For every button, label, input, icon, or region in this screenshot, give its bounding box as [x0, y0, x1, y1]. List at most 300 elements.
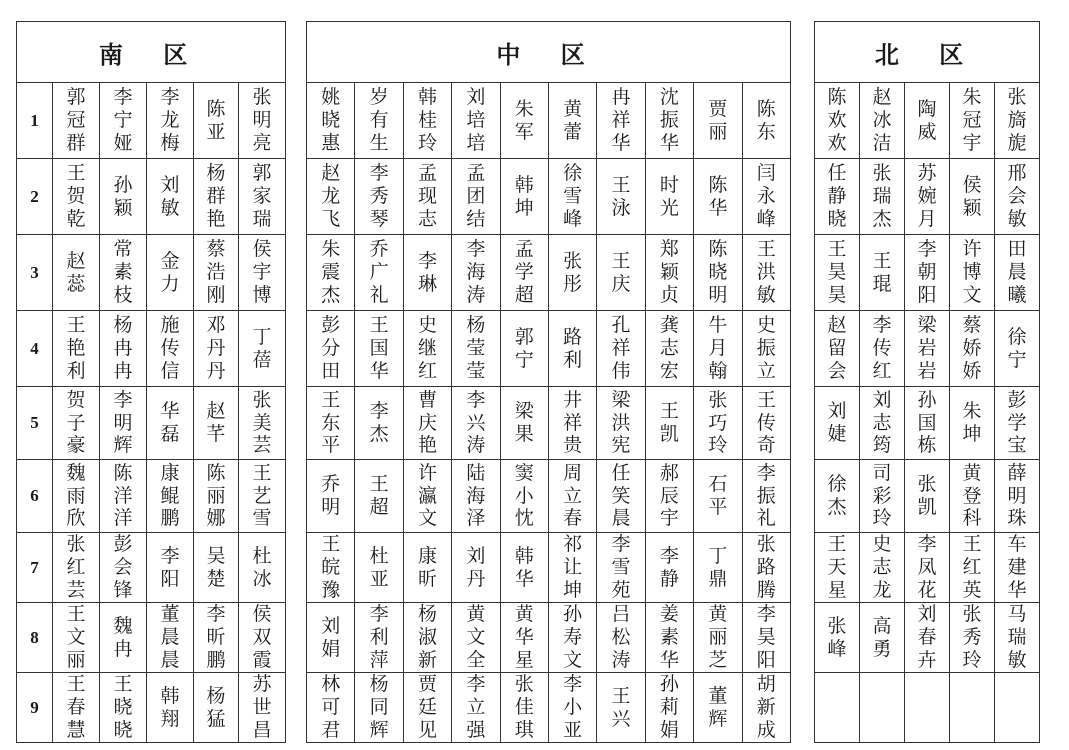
seat-cell — [403, 311, 451, 387]
seat-cell — [403, 159, 451, 235]
seat-row — [307, 311, 791, 387]
seat-cell — [53, 83, 100, 159]
seat-cell — [100, 235, 147, 311]
seat-name: 董辉 — [708, 684, 728, 730]
seat-cell — [815, 83, 860, 159]
seat-name: 龚志宏 — [659, 314, 679, 382]
seat-name: 曹庆艳 — [417, 388, 437, 457]
seat-name: 贾丽 — [708, 97, 728, 143]
seat-name: 黄华星 — [514, 603, 534, 671]
seat-cell — [53, 387, 100, 460]
seat-name: 徐杰 — [827, 473, 847, 518]
seat-cell — [403, 83, 451, 159]
seat-cell — [100, 387, 147, 460]
seat-cell — [995, 460, 1040, 533]
seat-name: 杜亚 — [369, 544, 389, 590]
seat-cell — [597, 159, 645, 235]
seat-name: 王艳利 — [66, 314, 86, 382]
seat-cell — [742, 533, 790, 603]
seat-name: 韩坤 — [514, 173, 534, 219]
seat-row — [815, 387, 1040, 460]
seat-name: 刘志筠 — [872, 388, 892, 457]
seat-name: 李海涛 — [466, 238, 486, 306]
seat-cell — [694, 603, 742, 673]
seat-cell — [694, 673, 742, 743]
seat-name: 王凯 — [659, 400, 679, 445]
seat-name: 牛月翰 — [708, 314, 728, 382]
seat-cell — [815, 387, 860, 460]
seat-name: 王传奇 — [756, 388, 776, 457]
seat-cell — [995, 387, 1040, 460]
seat-cell — [147, 673, 194, 743]
seat-cell — [950, 460, 995, 533]
seat-cell — [597, 83, 645, 159]
seat-cell — [452, 159, 500, 235]
seat-cell — [500, 83, 548, 159]
seat-cell — [194, 311, 239, 387]
seat-name: 康昕 — [417, 544, 437, 590]
seat-name: 赵芊 — [206, 400, 226, 445]
seat-cell — [950, 673, 995, 743]
seat-name: 路利 — [563, 325, 583, 371]
seat-name: 陈亚 — [206, 97, 226, 143]
seat-name: 石平 — [708, 473, 728, 518]
seat-name: 王皖豫 — [321, 533, 341, 601]
seat-name: 井祥贵 — [563, 388, 583, 457]
seat-cell — [815, 235, 860, 311]
seat-row — [17, 387, 286, 460]
zone-middle — [306, 21, 791, 743]
seat-row — [815, 673, 1040, 743]
seat-name: 董晨晨 — [160, 603, 180, 671]
seat-cell — [694, 311, 742, 387]
seat-name: 王红英 — [962, 533, 982, 601]
seat-cell — [239, 533, 286, 603]
seat-name: 张凯 — [917, 473, 937, 518]
seat-name: 高勇 — [872, 614, 892, 660]
seat-name: 王天星 — [827, 533, 847, 601]
seat-cell — [194, 83, 239, 159]
seat-name: 王洪敏 — [756, 238, 776, 306]
seat-name: 张佳琪 — [514, 673, 534, 741]
seat-name: 李传红 — [872, 314, 892, 382]
seat-name: 梁洪宪 — [611, 388, 631, 457]
seat-row — [307, 603, 791, 673]
seat-cell — [239, 387, 286, 460]
seat-row — [307, 83, 791, 159]
seat-cell — [548, 460, 596, 533]
seat-cell — [860, 387, 905, 460]
seat-cell — [355, 673, 403, 743]
seat-name: 郝辰宇 — [659, 461, 679, 530]
seat-row — [307, 533, 791, 603]
seat-name: 李阳 — [160, 544, 180, 590]
zone-south — [16, 21, 286, 743]
seat-cell — [950, 387, 995, 460]
seat-name: 刘丹 — [466, 544, 486, 590]
seat-cell — [995, 673, 1040, 743]
seat-cell — [452, 533, 500, 603]
seat-cell — [53, 235, 100, 311]
seat-name: 邢会敏 — [1007, 162, 1027, 230]
seat-name: 孙寿文 — [563, 603, 583, 671]
seat-name: 李朝阳 — [917, 238, 937, 306]
seat-row — [307, 159, 791, 235]
seat-cell — [597, 235, 645, 311]
seat-cell — [815, 533, 860, 603]
seat-cell — [742, 83, 790, 159]
seat-name: 徐宁 — [1007, 325, 1027, 371]
seat-cell — [53, 311, 100, 387]
seat-row — [815, 159, 1040, 235]
seat-cell — [905, 159, 950, 235]
seat-name: 侯双霞 — [252, 603, 272, 671]
seat-row — [17, 673, 286, 743]
seat-name: 李秀琴 — [369, 162, 389, 230]
seat-cell — [500, 460, 548, 533]
seat-cell — [239, 311, 286, 387]
seat-cell — [860, 159, 905, 235]
seat-cell — [355, 533, 403, 603]
seat-name: 时光 — [659, 173, 679, 219]
seat-name: 李振礼 — [756, 461, 776, 530]
seat-cell — [307, 533, 355, 603]
seat-name: 周立春 — [563, 461, 583, 530]
seat-cell — [355, 83, 403, 159]
row-number: 3 — [17, 235, 53, 311]
seat-name: 康鲲鹏 — [160, 461, 180, 530]
seat-name: 王贺乾 — [66, 162, 86, 230]
seat-name: 梁岩岩 — [917, 314, 937, 382]
seat-cell — [239, 603, 286, 673]
seat-cell — [860, 673, 905, 743]
seat-cell — [239, 460, 286, 533]
seat-cell — [694, 460, 742, 533]
seat-cell — [100, 460, 147, 533]
seat-name: 张美芸 — [252, 388, 272, 457]
seat-cell — [597, 533, 645, 603]
seat-cell — [403, 603, 451, 673]
seat-cell — [950, 603, 995, 673]
seat-name: 陆海泽 — [466, 461, 486, 530]
seat-name: 郭冠群 — [66, 86, 86, 154]
seat-cell — [53, 673, 100, 743]
seat-cell — [452, 460, 500, 533]
seat-cell — [860, 460, 905, 533]
seat-name: 杨群艳 — [206, 162, 226, 230]
seat-cell — [597, 673, 645, 743]
seat-name: 王晓晓 — [113, 673, 133, 741]
seat-name: 李雪苑 — [611, 533, 631, 601]
seat-name: 史继红 — [417, 314, 437, 382]
seat-name: 冉祥华 — [611, 86, 631, 154]
seat-cell — [548, 159, 596, 235]
seat-cell — [645, 83, 693, 159]
seat-name: 黄蕾 — [563, 97, 583, 143]
seat-cell — [452, 673, 500, 743]
seat-cell — [100, 603, 147, 673]
zone-title: 南 区 — [17, 22, 286, 83]
seat-name: 魏雨欣 — [66, 461, 86, 530]
seat-name: 郭宁 — [514, 325, 534, 371]
seat-cell — [500, 387, 548, 460]
seat-name: 王昊昊 — [827, 238, 847, 306]
seat-cell — [53, 159, 100, 235]
seat-cell — [194, 533, 239, 603]
seat-cell — [355, 387, 403, 460]
seat-row — [307, 673, 791, 743]
seat-name: 孙国栋 — [917, 388, 937, 457]
seat-name: 张彤 — [563, 249, 583, 295]
seat-cell — [694, 235, 742, 311]
seat-cell — [147, 83, 194, 159]
row-number: 2 — [17, 159, 53, 235]
seat-name: 陈丽娜 — [206, 461, 226, 530]
seat-name: 李明辉 — [113, 388, 133, 457]
seat-cell — [147, 533, 194, 603]
seat-name: 乔明 — [321, 473, 341, 518]
seat-table-north — [814, 21, 1040, 743]
seat-cell — [645, 311, 693, 387]
seat-cell — [815, 159, 860, 235]
seat-cell — [995, 603, 1040, 673]
seat-row — [815, 460, 1040, 533]
seat-name: 车建华 — [1007, 533, 1027, 601]
seat-name: 刘敏 — [160, 173, 180, 219]
seat-cell — [995, 311, 1040, 387]
seat-cell — [645, 159, 693, 235]
seat-cell — [645, 603, 693, 673]
seat-row — [815, 235, 1040, 311]
seat-cell — [239, 83, 286, 159]
seat-cell — [307, 83, 355, 159]
seat-cell — [355, 311, 403, 387]
seat-table-middle — [306, 21, 791, 743]
seat-name: 王东平 — [321, 388, 341, 457]
seat-cell — [500, 603, 548, 673]
seat-cell — [307, 603, 355, 673]
seat-cell — [694, 159, 742, 235]
seat-cell — [100, 159, 147, 235]
seat-name: 陈欢欢 — [827, 86, 847, 154]
seat-cell — [597, 387, 645, 460]
seat-name: 田晨曦 — [1007, 238, 1027, 306]
seat-cell — [194, 460, 239, 533]
seat-name: 王兴 — [611, 684, 631, 730]
seat-cell — [860, 533, 905, 603]
seat-row — [17, 159, 286, 235]
seat-name: 郭家瑞 — [252, 162, 272, 230]
seat-name: 杨同辉 — [369, 673, 389, 741]
seat-cell — [950, 83, 995, 159]
seat-row — [815, 603, 1040, 673]
seat-cell — [742, 460, 790, 533]
seat-name: 刘春卉 — [917, 603, 937, 671]
seat-cell — [645, 460, 693, 533]
seat-cell — [905, 673, 950, 743]
seat-name: 张巧玲 — [708, 388, 728, 457]
seat-name: 孟团结 — [466, 162, 486, 230]
seat-cell — [860, 235, 905, 311]
seat-cell — [147, 387, 194, 460]
seat-name: 张明亮 — [252, 86, 272, 154]
seat-name: 王超 — [369, 473, 389, 518]
seat-cell — [452, 235, 500, 311]
seat-cell — [403, 673, 451, 743]
seat-name: 赵留会 — [827, 314, 847, 382]
seat-name: 韩桂玲 — [417, 86, 437, 154]
seat-cell — [147, 159, 194, 235]
seat-name: 常素枝 — [113, 238, 133, 306]
seat-name: 杜冰 — [252, 544, 272, 590]
seat-cell — [355, 460, 403, 533]
seat-cell — [597, 603, 645, 673]
seat-cell — [307, 387, 355, 460]
seat-cell — [307, 460, 355, 533]
seat-cell — [694, 83, 742, 159]
seat-cell — [694, 387, 742, 460]
row-number: 4 — [17, 311, 53, 387]
seat-row — [17, 533, 286, 603]
seat-row — [17, 83, 286, 159]
seat-cell — [815, 311, 860, 387]
seat-cell — [194, 603, 239, 673]
seat-name: 华磊 — [160, 400, 180, 445]
seat-cell — [815, 460, 860, 533]
seat-cell — [815, 673, 860, 743]
seat-cell — [100, 83, 147, 159]
seat-name: 任静晓 — [827, 162, 847, 230]
seat-cell — [548, 673, 596, 743]
seat-name: 闫永峰 — [756, 162, 776, 230]
seat-cell — [905, 83, 950, 159]
seat-name: 刘婕 — [827, 400, 847, 445]
seat-cell — [548, 83, 596, 159]
seat-name: 孟现志 — [417, 162, 437, 230]
seat-cell — [905, 311, 950, 387]
seat-name: 陶威 — [917, 97, 937, 143]
seat-cell — [355, 603, 403, 673]
seat-name: 窦小忱 — [514, 461, 534, 530]
seat-name: 丁蓓 — [252, 325, 272, 371]
seat-cell — [239, 235, 286, 311]
seat-name: 蔡浩刚 — [206, 238, 226, 306]
seat-cell — [194, 235, 239, 311]
seat-name: 吕松涛 — [611, 603, 631, 671]
seat-name: 黄丽芝 — [708, 603, 728, 671]
seat-cell — [147, 311, 194, 387]
seat-name: 侯宇博 — [252, 238, 272, 306]
seat-name: 乔广礼 — [369, 238, 389, 306]
seat-cell — [307, 311, 355, 387]
seat-cell — [500, 159, 548, 235]
seat-name: 张峰 — [827, 614, 847, 660]
row-number: 9 — [17, 673, 53, 743]
seat-name: 陈晓明 — [708, 238, 728, 306]
seat-cell — [742, 159, 790, 235]
seat-name: 彭分田 — [321, 314, 341, 382]
seat-cell — [742, 673, 790, 743]
seat-name: 张秀玲 — [962, 603, 982, 671]
seat-cell — [548, 533, 596, 603]
seat-row — [815, 311, 1040, 387]
seat-rows — [815, 83, 1040, 743]
seat-name: 李立强 — [466, 673, 486, 741]
seat-name: 杨猛 — [206, 684, 226, 730]
seat-name: 李杰 — [369, 400, 389, 445]
seat-name: 许瀛文 — [417, 461, 437, 530]
seat-cell — [950, 235, 995, 311]
seat-name: 林可君 — [321, 673, 341, 741]
seat-cell — [355, 159, 403, 235]
seat-cell — [548, 387, 596, 460]
seat-name: 李宁娅 — [113, 86, 133, 154]
seat-name: 孙莉娟 — [659, 673, 679, 741]
seat-name: 刘娟 — [321, 614, 341, 660]
seat-name: 王艺雪 — [252, 461, 272, 530]
seat-name: 杨莹莹 — [466, 314, 486, 382]
seat-name: 王泳 — [611, 173, 631, 219]
seat-name: 司彩玲 — [872, 461, 892, 530]
seat-cell — [452, 387, 500, 460]
seat-name: 黄文全 — [466, 603, 486, 671]
seat-cell — [905, 460, 950, 533]
seat-name: 杨冉冉 — [113, 314, 133, 382]
seat-name: 丁鼎 — [708, 544, 728, 590]
seat-name: 侯颖 — [962, 173, 982, 219]
seat-name: 张瑞杰 — [872, 162, 892, 230]
seat-table-south — [16, 21, 286, 743]
seat-name: 王春慧 — [66, 673, 86, 741]
seat-name: 孙颖 — [113, 173, 133, 219]
seat-row — [17, 603, 286, 673]
seat-cell — [645, 387, 693, 460]
seat-row — [307, 387, 791, 460]
seat-row — [815, 533, 1040, 603]
seat-name: 李静 — [659, 544, 679, 590]
seat-cell — [100, 311, 147, 387]
seat-name: 李昊阳 — [756, 603, 776, 671]
seat-name: 陈洋洋 — [113, 461, 133, 530]
seat-row — [815, 83, 1040, 159]
seat-name: 金力 — [160, 249, 180, 295]
seat-cell — [452, 311, 500, 387]
seat-name: 梁果 — [514, 400, 534, 445]
seat-name: 李琳 — [417, 249, 437, 295]
seat-name: 李凤花 — [917, 533, 937, 601]
seat-cell — [905, 235, 950, 311]
seat-cell — [742, 235, 790, 311]
seat-cell — [53, 533, 100, 603]
seat-cell — [645, 533, 693, 603]
seat-cell — [53, 460, 100, 533]
seat-cell — [500, 533, 548, 603]
seat-name: 李利萍 — [369, 603, 389, 671]
seat-name: 李昕鹏 — [206, 603, 226, 671]
row-number: 7 — [17, 533, 53, 603]
seat-row — [17, 460, 286, 533]
seat-row — [307, 235, 791, 311]
seat-cell — [53, 603, 100, 673]
seat-name: 赵冰洁 — [872, 86, 892, 154]
seat-cell — [307, 159, 355, 235]
seat-cell — [905, 533, 950, 603]
seat-name: 朱坤 — [962, 400, 982, 445]
seat-name: 王庆 — [611, 249, 631, 295]
seat-cell — [905, 603, 950, 673]
seat-rows — [17, 83, 286, 743]
seat-cell — [548, 603, 596, 673]
